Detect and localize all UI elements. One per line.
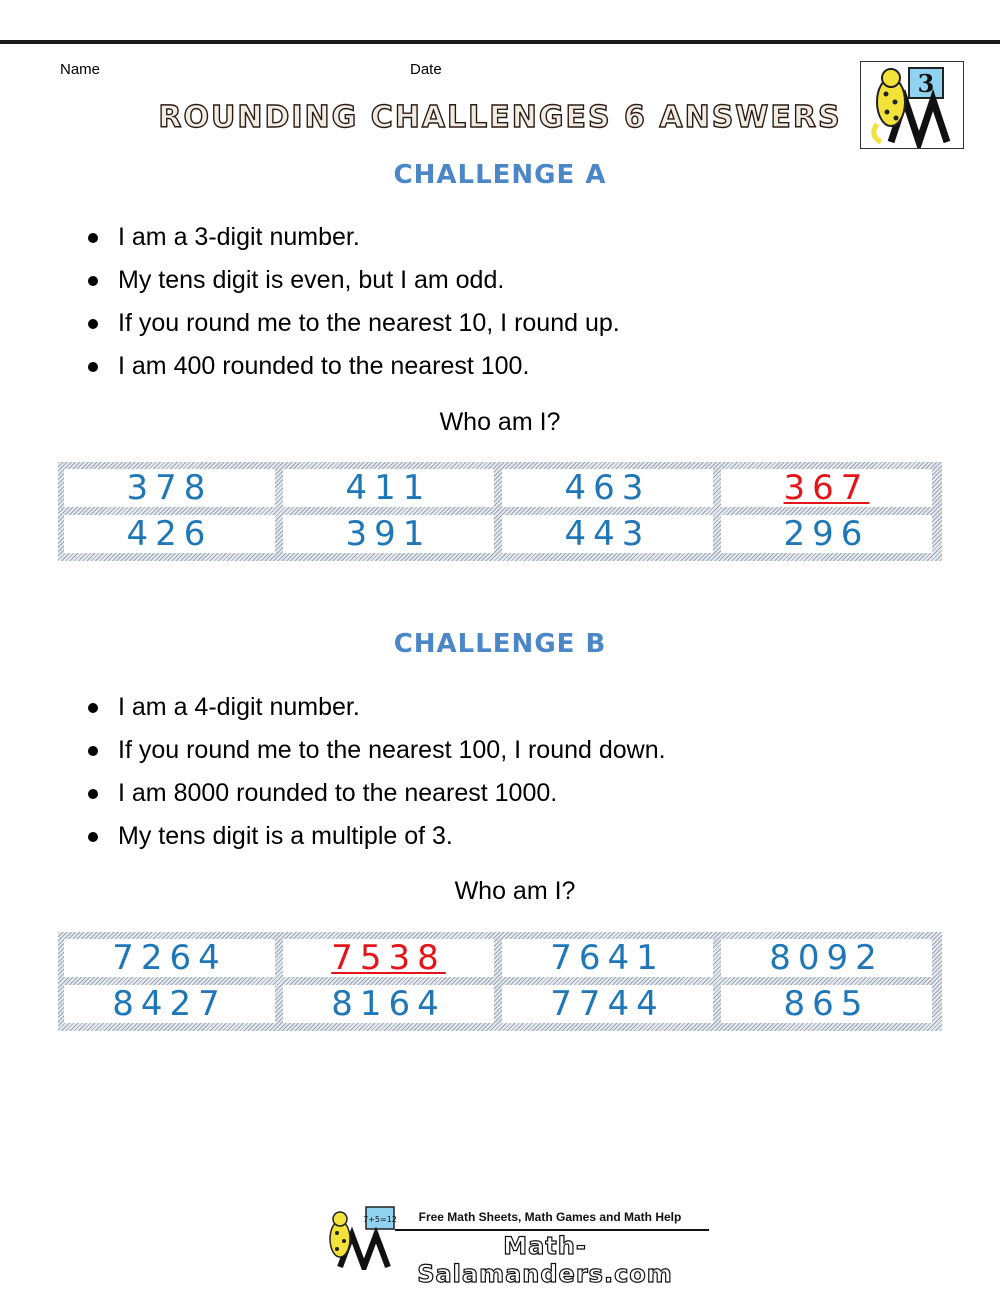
challenge-b-question: Who am I?	[454, 877, 576, 905]
challenge-a-question: Who am I?	[439, 408, 561, 436]
challenge-b-options-grid	[58, 932, 942, 1031]
footer-rule	[395, 1229, 709, 1231]
option-cell: 426	[64, 515, 275, 553]
option-cell: 443	[502, 515, 713, 553]
answer-cell	[283, 939, 494, 977]
grade-badge: 3	[917, 69, 935, 98]
clue: I am 8000 rounded to the nearest 1000.	[88, 772, 666, 815]
option-cell: 378	[64, 469, 275, 507]
option-cell: 8092	[721, 939, 932, 977]
clue: If you round me to the nearest 100, I round down.	[88, 729, 666, 772]
clue: I am a 3-digit number.	[88, 216, 620, 259]
challenge-a-options-grid	[58, 462, 942, 561]
option-cell: 7264	[64, 939, 275, 977]
challenge-b-heading: CHALLENGE B	[393, 629, 607, 659]
salamander-icon	[861, 62, 963, 148]
name-label: Name	[60, 61, 101, 78]
clue: I am 400 rounded to the nearest 100.	[88, 345, 620, 388]
answer-value: 7538	[331, 938, 446, 978]
option-cell: 411	[283, 469, 494, 507]
page-title: ROUNDING CHALLENGES 6 ANSWERS	[158, 100, 842, 135]
clue: If you round me to the nearest 10, I round up.	[88, 302, 620, 345]
clue: My tens digit is even, but I am odd.	[88, 259, 620, 302]
footer-tagline: Free Math Sheets, Math Games and Math Help	[418, 1210, 682, 1224]
option-cell: 8164	[283, 985, 494, 1023]
option-cell: 7744	[502, 985, 713, 1023]
challenge-a-clues	[88, 216, 620, 388]
answer-cell	[721, 469, 932, 507]
date-label: Date	[410, 61, 442, 78]
challenge-b-clues	[88, 686, 666, 858]
clue: My tens digit is a multiple of 3.	[88, 815, 666, 858]
top-rule	[0, 40, 1000, 44]
option-cell: 7641	[502, 939, 713, 977]
salamander-logo	[860, 61, 964, 149]
option-cell: 865	[721, 985, 932, 1023]
footer-brand: Math-Salamanders.com	[417, 1232, 673, 1288]
option-cell: 8427	[64, 985, 275, 1023]
option-cell: 296	[721, 515, 932, 553]
answer-value: 367	[783, 468, 870, 508]
option-cell: 463	[502, 469, 713, 507]
clue: I am a 4-digit number.	[88, 686, 666, 729]
footer-logo-badge: 7+5=12	[363, 1215, 397, 1224]
challenge-a-heading: CHALLENGE A	[393, 160, 607, 190]
option-cell: 391	[283, 515, 494, 553]
